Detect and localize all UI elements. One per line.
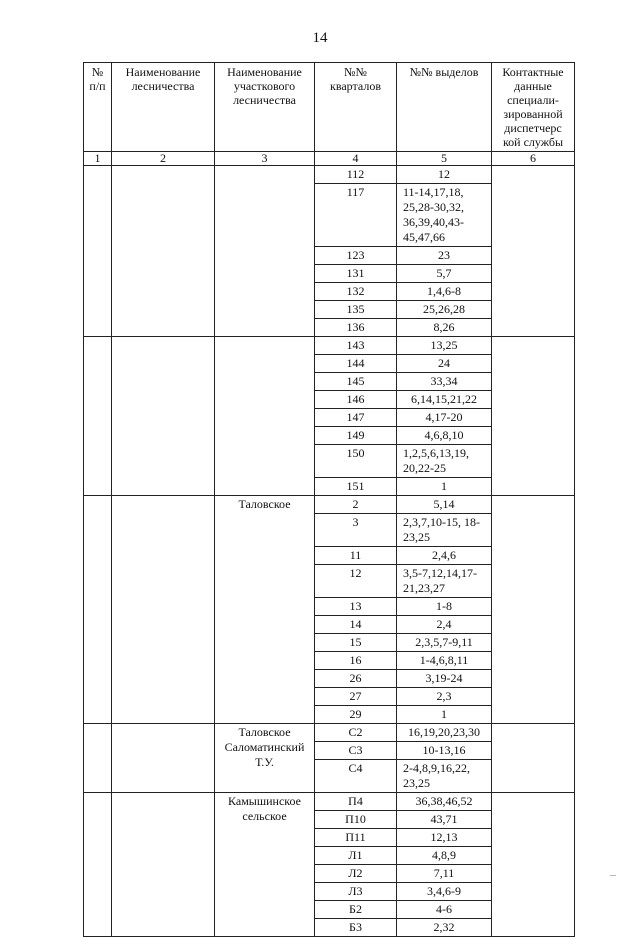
- allotment-line: 2,4: [436, 617, 452, 631]
- quarter-cell: 14: [315, 616, 397, 634]
- allotment-cell: [397, 883, 492, 901]
- row-number-cell: [84, 337, 112, 496]
- column-header-line: №№ выделов: [409, 65, 479, 79]
- forestry-name-cell: [112, 496, 215, 724]
- column-header-line: №№: [344, 65, 367, 79]
- allotment-cell: [397, 445, 492, 478]
- quarter-cell: 132: [315, 283, 397, 301]
- allotment-cell: [397, 565, 492, 598]
- allotment-line: 43,71: [430, 812, 458, 826]
- allotment-line: 45,47,66: [403, 230, 445, 244]
- quarter-cell: 143: [315, 337, 397, 355]
- quarter-cell: 12: [315, 565, 397, 598]
- allotment-line: 36,38,46,52: [415, 794, 473, 808]
- allotment-cell: [397, 547, 492, 565]
- contact-cell: [492, 496, 575, 724]
- allotment-cell: [397, 337, 492, 355]
- column-header-line: кой службы: [502, 135, 564, 149]
- allotment-line: 1,4,6-8: [427, 284, 461, 298]
- row-number-cell: [84, 724, 112, 793]
- quarter-cell: 147: [315, 409, 397, 427]
- quarter-cell: П11: [315, 829, 397, 847]
- district-name-line: сельское: [242, 809, 287, 823]
- contact-cell: [492, 793, 575, 937]
- allotment-line: 2,3,7,10-15, 18-: [403, 515, 480, 529]
- column-number-6: 6: [492, 152, 575, 166]
- allotment-cell: [397, 688, 492, 706]
- allotment-line: 4-6: [436, 902, 452, 916]
- allotment-cell: [397, 427, 492, 445]
- contact-cell: [492, 724, 575, 793]
- district-name-line: Камышинское: [228, 794, 301, 808]
- district-name-cell: [215, 724, 315, 793]
- quarter-cell: 26: [315, 670, 397, 688]
- quarter-cell: 16: [315, 652, 397, 670]
- table-row: [84, 793, 575, 811]
- quarter-cell: П10: [315, 811, 397, 829]
- allotment-line: 6,14,15,21,22: [411, 392, 477, 406]
- district-name-cell: [215, 337, 315, 496]
- column-header-line: диспетчерс: [504, 121, 562, 135]
- allotment-line: 1,2,5,6,13,19,: [403, 446, 469, 460]
- column-header-line: специали-: [507, 93, 559, 107]
- column-header-line: лесничества: [131, 79, 195, 93]
- page-number: 14: [312, 30, 328, 46]
- column-header-line: Наименование: [125, 65, 201, 79]
- quarter-cell: 3: [315, 514, 397, 547]
- row-number-cell: [84, 793, 112, 937]
- district-name-line: Таловское: [238, 497, 291, 511]
- table-row: [84, 166, 575, 184]
- allotment-cell: [397, 478, 492, 496]
- allotment-cell: [397, 514, 492, 547]
- allotment-line: 2,32: [433, 920, 455, 934]
- allotment-line: 3,4,6-9: [427, 884, 461, 898]
- allotment-cell: [397, 706, 492, 724]
- allotment-cell: [397, 355, 492, 373]
- allotment-line: 33,34: [430, 374, 458, 388]
- allotment-line: 5,14: [433, 497, 455, 511]
- allotment-line: 36,39,40,43-: [403, 215, 464, 229]
- allotment-cell: [397, 496, 492, 514]
- column-header-line: Контактные: [502, 65, 564, 79]
- allotment-cell: [397, 847, 492, 865]
- allotment-line: 23,25: [403, 776, 430, 790]
- allotment-cell: [397, 793, 492, 811]
- quarter-cell: С3: [315, 742, 397, 760]
- contact-cell: [492, 166, 575, 337]
- allotment-cell: [397, 811, 492, 829]
- allotment-cell: [397, 166, 492, 184]
- table-body: [84, 166, 575, 937]
- column-header-line: лесничества: [233, 93, 296, 107]
- allotment-line: 21,23,27: [403, 581, 445, 595]
- row-number-cell: [84, 166, 112, 337]
- column-number-2: 2: [112, 152, 215, 166]
- quarter-cell: Б3: [315, 919, 397, 937]
- column-header-line: кварталов: [330, 79, 381, 93]
- allotment-line: 8,26: [433, 320, 455, 334]
- allotment-cell: [397, 742, 492, 760]
- allotment-cell: [397, 301, 492, 319]
- column-header-5: [397, 63, 492, 152]
- table-row: [84, 337, 575, 355]
- column-number-5: 5: [397, 152, 492, 166]
- quarter-cell: 146: [315, 391, 397, 409]
- allotment-line: 24: [438, 356, 450, 370]
- quarter-cell: С4: [315, 760, 397, 793]
- allotment-cell: [397, 319, 492, 337]
- allotment-cell: [397, 760, 492, 793]
- scan-mark: [610, 875, 616, 876]
- allotment-line: 2,3,5,7-9,11: [415, 635, 473, 649]
- forestry-name-cell: [112, 337, 215, 496]
- quarter-cell: 135: [315, 301, 397, 319]
- quarter-cell: Б2: [315, 901, 397, 919]
- column-header-3: [215, 63, 315, 152]
- allotment-cell: [397, 724, 492, 742]
- allotment-cell: [397, 409, 492, 427]
- quarter-cell: Л1: [315, 847, 397, 865]
- column-number-4: 4: [315, 152, 397, 166]
- district-name-line: Т.У.: [255, 755, 274, 769]
- forest-table: [83, 62, 575, 937]
- allotment-line: 12,13: [430, 830, 458, 844]
- quarter-cell: Л2: [315, 865, 397, 883]
- quarter-cell: 112: [315, 166, 397, 184]
- column-header-line: участкового: [233, 79, 296, 93]
- allotment-cell: [397, 265, 492, 283]
- quarter-cell: 149: [315, 427, 397, 445]
- quarter-cell: П4: [315, 793, 397, 811]
- allotment-cell: [397, 373, 492, 391]
- allotment-cell: [397, 865, 492, 883]
- allotment-line: 25,26,28: [423, 302, 465, 316]
- allotment-line: 1-4,6,8,11: [419, 653, 469, 667]
- allotment-line: 13,25: [430, 338, 458, 352]
- column-header-line: №: [91, 65, 104, 79]
- column-header-line: зированной: [503, 107, 563, 121]
- allotment-cell: [397, 391, 492, 409]
- forestry-name-cell: [112, 793, 215, 937]
- quarter-cell: 117: [315, 184, 397, 247]
- allotment-line: 5,7: [436, 266, 452, 280]
- quarter-cell: 131: [315, 265, 397, 283]
- column-header-6: [492, 63, 575, 152]
- quarter-cell: Л3: [315, 883, 397, 901]
- quarter-cell: 150: [315, 445, 397, 478]
- allotment-cell: [397, 670, 492, 688]
- allotment-line: 2,3: [436, 689, 452, 703]
- allotment-line: 16,19,20,23,30: [408, 725, 480, 739]
- contact-cell: [492, 337, 575, 496]
- district-name-line: Саломатинский: [224, 740, 305, 754]
- district-name-cell: [215, 793, 315, 937]
- allotment-cell: [397, 598, 492, 616]
- quarter-cell: 11: [315, 547, 397, 565]
- district-name-cell: [215, 166, 315, 337]
- allotment-cell: [397, 901, 492, 919]
- district-name-cell: [215, 496, 315, 724]
- allotment-line: 3,5-7,12,14,17-: [403, 566, 477, 580]
- allotment-line: 4,6,8,10: [424, 428, 464, 442]
- row-number-cell: [84, 496, 112, 724]
- allotment-cell: [397, 919, 492, 937]
- allotment-line: 25,28-30,32,: [403, 200, 464, 214]
- quarter-cell: 151: [315, 478, 397, 496]
- quarter-cell: 2: [315, 496, 397, 514]
- district-name-line: Таловское: [238, 725, 291, 739]
- column-number-row: [84, 152, 575, 166]
- allotment-line: 1-8: [436, 599, 452, 613]
- column-number-3: 3: [215, 152, 315, 166]
- allotment-cell: [397, 616, 492, 634]
- allotment-cell: [397, 247, 492, 265]
- quarter-cell: 123: [315, 247, 397, 265]
- allotment-line: 4,8,9: [432, 848, 456, 862]
- allotment-line: 12: [438, 167, 450, 181]
- column-header-1: [84, 63, 112, 152]
- allotment-line: 23,25: [403, 530, 430, 544]
- quarter-cell: 13: [315, 598, 397, 616]
- quarter-cell: 144: [315, 355, 397, 373]
- allotment-cell: [397, 652, 492, 670]
- column-number-1: 1: [84, 152, 112, 166]
- forestry-name-cell: [112, 724, 215, 793]
- quarter-cell: 136: [315, 319, 397, 337]
- column-header-2: [112, 63, 215, 152]
- column-header-line: Наименование: [227, 65, 302, 79]
- allotment-line: 1: [441, 479, 447, 493]
- quarter-cell: С2: [315, 724, 397, 742]
- allotment-line: 23: [438, 248, 450, 262]
- allotment-line: 2-4,8,9,16,22,: [403, 761, 470, 775]
- allotment-line: 10-13,16: [422, 743, 466, 757]
- column-header-line: п/п: [89, 79, 106, 93]
- allotment-line: 2,4,6: [432, 548, 456, 562]
- table-row: [84, 496, 575, 514]
- quarter-cell: 29: [315, 706, 397, 724]
- quarter-cell: 145: [315, 373, 397, 391]
- header-row: [84, 63, 575, 152]
- table-row: [84, 724, 575, 742]
- allotment-cell: [397, 283, 492, 301]
- allotment-line: 1: [441, 707, 447, 721]
- allotment-cell: [397, 634, 492, 652]
- column-header-line: данные: [514, 79, 552, 93]
- allotment-line: 4,17-20: [425, 410, 463, 424]
- allotment-line: 7,11: [433, 866, 455, 880]
- allotment-line: 3,19-24: [425, 671, 463, 685]
- column-header-4: [315, 63, 397, 152]
- allotment-cell: [397, 829, 492, 847]
- allotment-cell: [397, 184, 492, 247]
- allotment-line: 20,22-25: [403, 461, 446, 475]
- forestry-name-cell: [112, 166, 215, 337]
- quarter-cell: 27: [315, 688, 397, 706]
- allotment-line: 11-14,17,18,: [403, 185, 464, 199]
- quarter-cell: 15: [315, 634, 397, 652]
